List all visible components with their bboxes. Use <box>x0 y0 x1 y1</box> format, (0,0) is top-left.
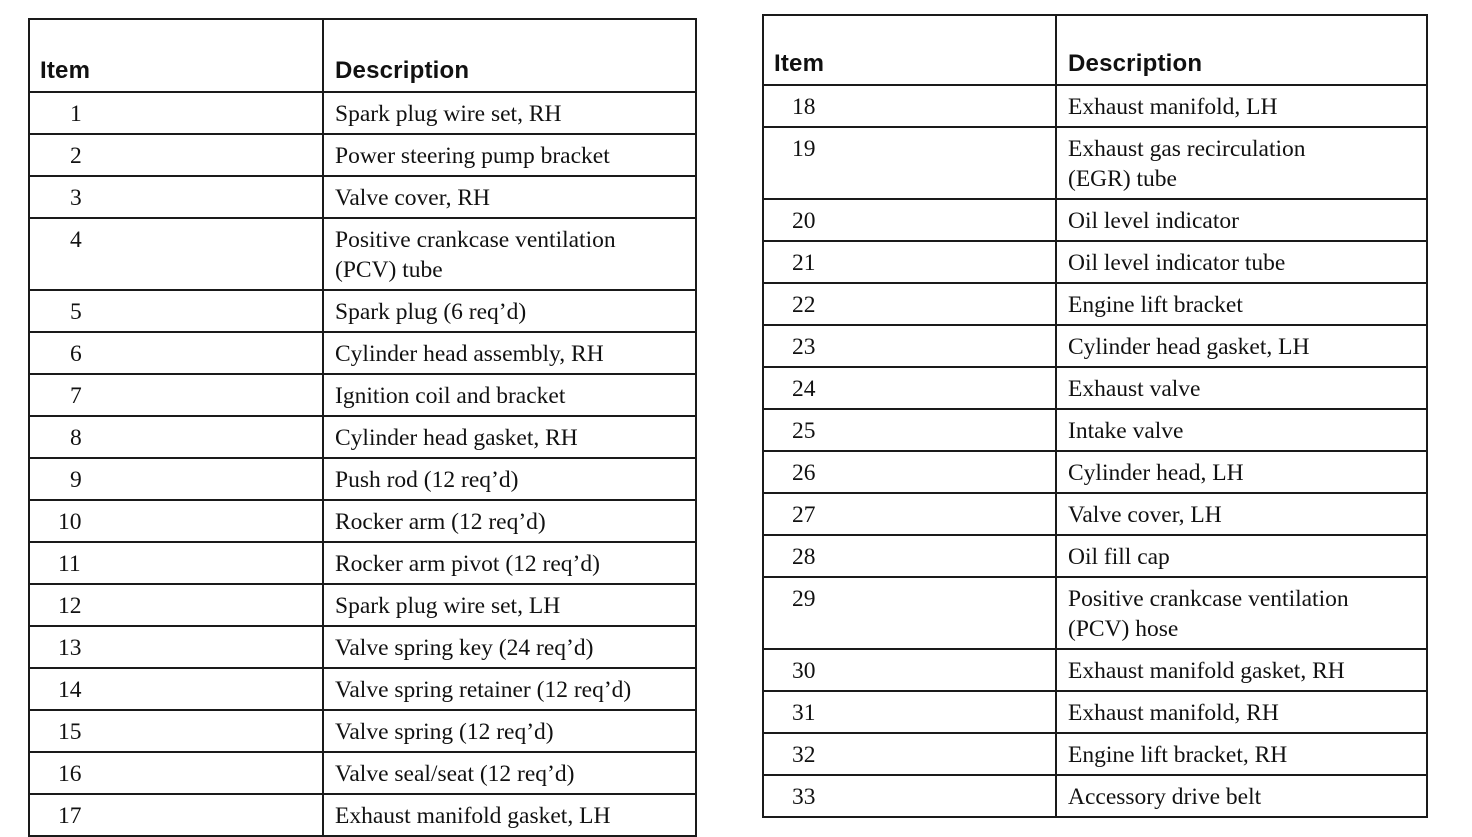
table-header-row <box>763 15 1427 85</box>
table-row <box>763 283 1427 325</box>
item-description: Power steering pump bracket <box>323 134 696 176</box>
table-row <box>29 374 696 416</box>
parts-table-right <box>762 14 1428 818</box>
column-header-item: Item <box>763 15 1056 85</box>
table-row <box>763 775 1427 817</box>
table-row <box>763 451 1427 493</box>
table-row <box>763 409 1427 451</box>
item-description: Exhaust manifold gasket, RH <box>1056 649 1427 691</box>
item-number: 33 <box>763 775 1056 817</box>
item-description: Exhaust manifold gasket, LH <box>323 794 696 836</box>
item-description: Push rod (12 req’d) <box>323 458 696 500</box>
item-number: 26 <box>763 451 1056 493</box>
table-row <box>763 733 1427 775</box>
item-description <box>1056 577 1427 649</box>
table-row <box>29 794 696 836</box>
table-row <box>29 92 696 134</box>
description-line-1: Exhaust gas recirculation <box>1068 136 1306 162</box>
table-row <box>29 176 696 218</box>
item-description: Accessory drive belt <box>1056 775 1427 817</box>
table-row <box>763 85 1427 127</box>
item-number: 17 <box>29 794 323 836</box>
item-description: Engine lift bracket <box>1056 283 1427 325</box>
item-number: 19 <box>763 127 1056 199</box>
item-description: Cylinder head assembly, RH <box>323 332 696 374</box>
description-line-2: (EGR) tube <box>1068 166 1177 192</box>
item-number: 11 <box>29 542 323 584</box>
item-number: 18 <box>763 85 1056 127</box>
item-number: 31 <box>763 691 1056 733</box>
table-row <box>29 542 696 584</box>
item-number: 13 <box>29 626 323 668</box>
item-number: 16 <box>29 752 323 794</box>
table-row <box>29 290 696 332</box>
item-number: 32 <box>763 733 1056 775</box>
table-row <box>29 626 696 668</box>
item-number: 28 <box>763 535 1056 577</box>
table-row <box>29 134 696 176</box>
item-description: Oil fill cap <box>1056 535 1427 577</box>
item-description: Exhaust valve <box>1056 367 1427 409</box>
item-number: 25 <box>763 409 1056 451</box>
item-description: Valve cover, LH <box>1056 493 1427 535</box>
table-row <box>763 127 1427 199</box>
item-number: 1 <box>29 92 323 134</box>
item-number: 4 <box>29 218 323 290</box>
item-description: Ignition coil and bracket <box>323 374 696 416</box>
item-description: Intake valve <box>1056 409 1427 451</box>
item-description: Valve seal/seat (12 req’d) <box>323 752 696 794</box>
table-row <box>29 500 696 542</box>
table-row <box>29 218 696 290</box>
item-number: 23 <box>763 325 1056 367</box>
item-description: Valve spring key (24 req’d) <box>323 626 696 668</box>
item-description: Exhaust manifold, LH <box>1056 85 1427 127</box>
table-row <box>763 691 1427 733</box>
table-row <box>763 241 1427 283</box>
table-row <box>29 710 696 752</box>
item-number: 8 <box>29 416 323 458</box>
item-description: Cylinder head gasket, LH <box>1056 325 1427 367</box>
table-row <box>763 493 1427 535</box>
item-description: Cylinder head gasket, RH <box>323 416 696 458</box>
item-number: 30 <box>763 649 1056 691</box>
table-row <box>763 199 1427 241</box>
item-number: 10 <box>29 500 323 542</box>
item-number: 29 <box>763 577 1056 649</box>
item-number: 15 <box>29 710 323 752</box>
item-description: Valve cover, RH <box>323 176 696 218</box>
table-row <box>763 325 1427 367</box>
item-description: Oil level indicator tube <box>1056 241 1427 283</box>
table-row <box>29 668 696 710</box>
item-number: 12 <box>29 584 323 626</box>
column-header-description: Description <box>1056 15 1427 85</box>
item-description: Rocker arm pivot (12 req’d) <box>323 542 696 584</box>
item-number: 2 <box>29 134 323 176</box>
table-row <box>763 577 1427 649</box>
table-row <box>763 535 1427 577</box>
description-line-2: (PCV) hose <box>1068 616 1179 642</box>
item-number: 3 <box>29 176 323 218</box>
item-description: Rocker arm (12 req’d) <box>323 500 696 542</box>
table-row <box>29 332 696 374</box>
table-row <box>29 458 696 500</box>
table-row <box>763 649 1427 691</box>
item-description <box>323 218 696 290</box>
table-row <box>29 584 696 626</box>
item-number: 14 <box>29 668 323 710</box>
item-description: Engine lift bracket, RH <box>1056 733 1427 775</box>
table-row <box>763 367 1427 409</box>
item-number: 7 <box>29 374 323 416</box>
table-row <box>29 416 696 458</box>
table-header-row <box>29 19 696 92</box>
item-description <box>1056 127 1427 199</box>
item-number: 22 <box>763 283 1056 325</box>
description-line-1: Positive crankcase ventilation <box>335 227 616 253</box>
column-header-description: Description <box>323 19 696 92</box>
item-description: Spark plug wire set, LH <box>323 584 696 626</box>
item-number: 24 <box>763 367 1056 409</box>
description-line-2: (PCV) tube <box>335 257 443 283</box>
item-number: 27 <box>763 493 1056 535</box>
parts-table-left <box>28 18 697 837</box>
item-number: 21 <box>763 241 1056 283</box>
description-line-1: Positive crankcase ventilation <box>1068 586 1349 612</box>
item-description: Exhaust manifold, RH <box>1056 691 1427 733</box>
item-description: Oil level indicator <box>1056 199 1427 241</box>
item-number: 9 <box>29 458 323 500</box>
item-number: 6 <box>29 332 323 374</box>
item-number: 20 <box>763 199 1056 241</box>
column-header-item: Item <box>29 19 323 92</box>
item-description: Valve spring (12 req’d) <box>323 710 696 752</box>
item-description: Cylinder head, LH <box>1056 451 1427 493</box>
table-row <box>29 752 696 794</box>
item-description: Valve spring retainer (12 req’d) <box>323 668 696 710</box>
item-number: 5 <box>29 290 323 332</box>
item-description: Spark plug (6 req’d) <box>323 290 696 332</box>
item-description: Spark plug wire set, RH <box>323 92 696 134</box>
